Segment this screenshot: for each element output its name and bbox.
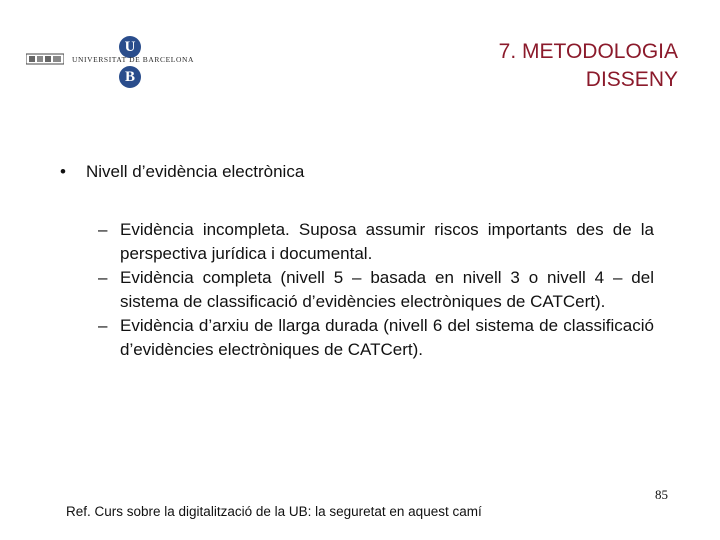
logo-letter-b: B [119,66,141,88]
dash-marker: – [98,316,108,335]
dash-marker: – [98,220,108,239]
list-item [98,266,654,314]
crest-icon [26,52,64,66]
logo-letter-u: U [119,36,141,58]
sub-list [98,218,654,362]
main-bullet [60,160,660,184]
list-item-text: Evidència completa (nivell 5 – basada en nivell 3 o nivell 4 – del sistema de classificació d’evidències electròniques de CATCert). [120,268,654,311]
main-bullet-text: Nivell d’evidència electrònica [86,162,305,181]
slide-title [499,38,678,94]
title-line-2: DISSENY [585,68,678,91]
list-item [98,314,654,362]
footer-reference: Ref. Curs sobre la digitalització de la UB: la seguretat en aquest camí [66,504,482,519]
university-logo [26,34,206,92]
bullet-marker: • [60,162,66,181]
list-item-text: Evidència d’arxiu de llarga durada (nivell 6 del sistema de classificació d’evidències electròniques de CATCert). [120,316,654,359]
page-number: 85 [655,487,668,502]
university-name: UNIVERSITAT DE BARCELONA [72,55,194,64]
list-item [98,218,654,266]
dash-marker: – [98,268,108,287]
list-item-text: Evidència incompleta. Suposa assumir riscos importants des de la perspectiva jurídica i documental. [120,220,654,263]
title-line-1: 7. METODOLOGIA [498,40,678,63]
